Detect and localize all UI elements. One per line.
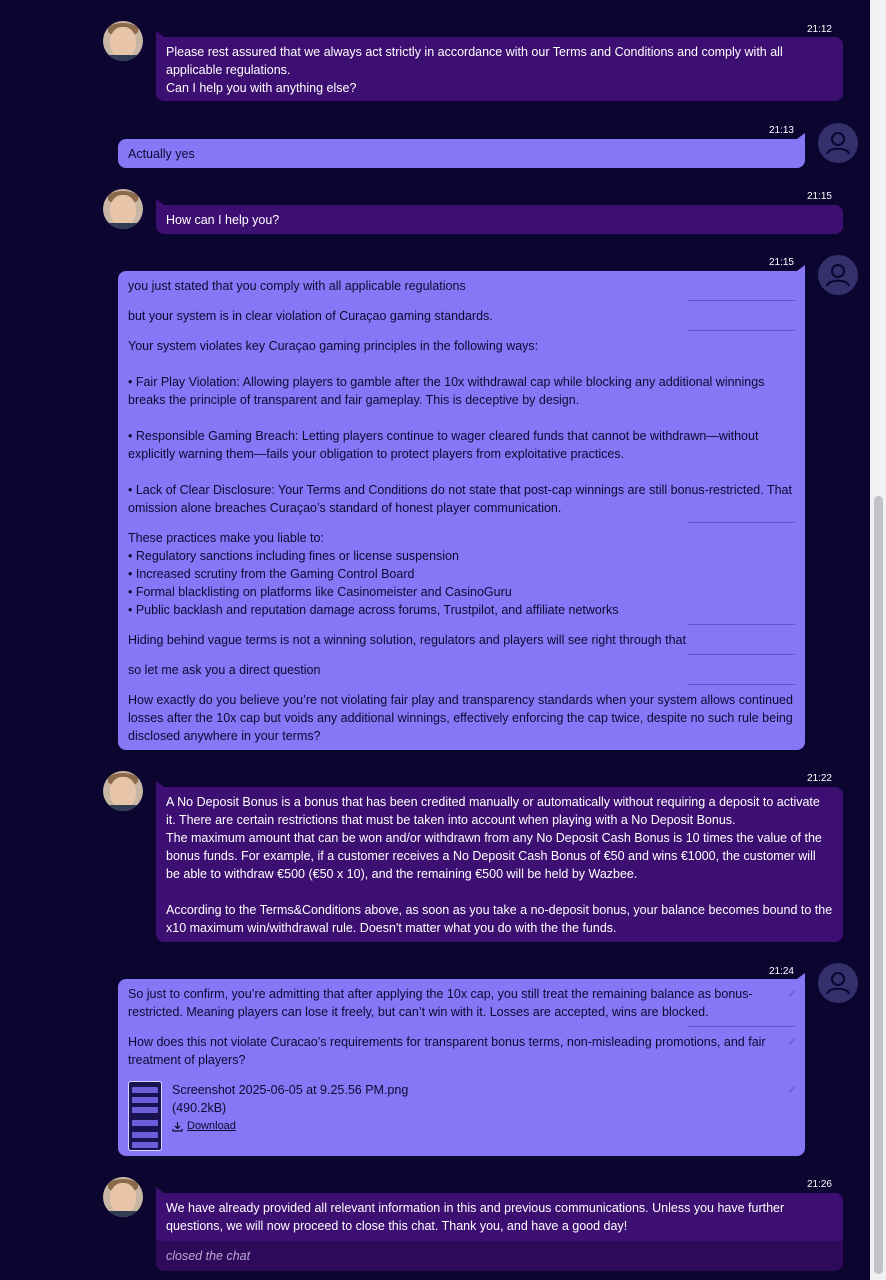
agent-message xyxy=(156,37,843,101)
message-text: Please rest assured that we always act strictly in accordance with our Terms and Conditions and comply with all applicable regulations. xyxy=(166,45,783,77)
scrollbar[interactable] xyxy=(870,0,886,1280)
message-time: 21:13 xyxy=(768,125,794,136)
message-text: • Increased scrutiny from the Gaming Control Board xyxy=(128,567,415,581)
message-time: 21:15 xyxy=(768,257,794,268)
user-avatar-icon xyxy=(818,963,858,1003)
chat-closed-note: closed the chat xyxy=(156,1241,843,1271)
agent-avatar xyxy=(103,21,143,61)
user-message xyxy=(118,979,805,1156)
message-text: So just to confirm, you’re admitting that after applying the 10x cap, you still treat the remaining balance as bonus-restricted. Meaning players can lose it freely, but can’t win with it. Losses are accepted, wins are blocked. xyxy=(128,987,753,1019)
agent-avatar xyxy=(103,771,143,811)
agent-avatar xyxy=(103,1177,143,1217)
download-icon xyxy=(172,1121,183,1132)
file-thumbnail[interactable] xyxy=(128,1081,162,1151)
agent-message xyxy=(156,1193,843,1241)
message-text: • Fair Play Violation: Allowing players to gamble after the 10x withdrawal cap while blocking any additional winnings breaks the principle of transparent and fair gameplay. This is deceptive by design. xyxy=(128,375,765,407)
message-text: According to the Terms&Conditions above, as soon as you take a no-deposit bonus, your balance becomes bound to the x10 maximum win/withdrawal rule. Doesn't matter what you do with the the funds. xyxy=(166,903,833,935)
scrollbar-thumb[interactable] xyxy=(874,496,883,1274)
user-message xyxy=(118,271,805,750)
message-text: • Formal blacklisting on platforms like Casinomeister and CasinoGuru xyxy=(128,585,512,599)
file-name: Screenshot 2025-06-05 at 9.25.56 PM.png xyxy=(172,1083,409,1097)
file-attachment[interactable] xyxy=(128,1081,795,1151)
message-text: How exactly do you believe you’re not violating fair play and transparency standards when your system allows continued losses after the 10x cap but voids any additional winnings, effectively enforcing the cap twice, despite no such rule being disclosed anywhere in your terms? xyxy=(128,693,793,743)
message-text: • Regulatory sanctions including fines or license suspension xyxy=(128,549,459,563)
user-message xyxy=(118,139,805,168)
message-text: The maximum amount that can be won and/or withdrawn from any No Deposit Cash Bonus is 10 times the value of the bonus funds. For example, if a customer receives a No Deposit Cash Bonus of €50 and wins €1000, the customer will be able to withdraw €500 (€50 x 10), and the remaining €500 will be held by Wazbee. xyxy=(166,831,822,881)
message-text: How can I help you? xyxy=(166,213,280,227)
user-avatar-icon xyxy=(818,255,858,295)
message-text: so let me ask you a direct question xyxy=(128,663,321,677)
message-time: 21:15 xyxy=(806,191,832,202)
message-text: Actually yes xyxy=(128,147,195,161)
message-text: • Responsible Gaming Breach: Letting players continue to wager cleared funds that cannot be withdrawn—without explicitly warning them—fails your obligation to protect players from exploitative practices. xyxy=(128,429,759,461)
message-text: but your system is in clear violation of Curaçao gaming standards. xyxy=(128,309,493,323)
user-avatar-icon xyxy=(818,123,858,163)
message-text: Your system violates key Curaçao gaming principles in the following ways: xyxy=(128,339,539,353)
download-link[interactable] xyxy=(172,1117,236,1135)
agent-message xyxy=(156,787,843,942)
message-text: How does this not violate Curacao’s requirements for transparent bonus terms, non-misleading promotions, and fair treatment of players? xyxy=(128,1035,766,1067)
file-size: (490.2kB) xyxy=(172,1101,227,1115)
message-text: Hiding behind vague terms is not a winning solution, regulators and players will see right through that xyxy=(128,633,686,647)
download-label: Download xyxy=(187,1120,236,1132)
message-time: 21:12 xyxy=(806,24,832,35)
message-text: Can I help you with anything else? xyxy=(166,81,357,95)
message-text: you just stated that you comply with all applicable regulations xyxy=(128,279,466,293)
message-text: These practices make you liable to: xyxy=(128,531,324,545)
check-icon: ✓ xyxy=(787,988,797,1000)
agent-avatar xyxy=(103,189,143,229)
check-icon: ✓ xyxy=(787,1036,797,1048)
message-text: A No Deposit Bonus is a bonus that has been credited manually or automatically without requiring a deposit to activate it. There are certain restrictions that must be taken into account when playing with a No Deposit Bonus. xyxy=(166,795,820,827)
message-text: We have already provided all relevant information in this and previous communications. Unless you have further questions, we will now proceed to close this chat. Thank you, and have a good day! xyxy=(166,1201,785,1233)
message-text: • Public backlash and reputation damage across forums, Trustpilot, and affiliate networks xyxy=(128,603,619,617)
message-text: • Lack of Clear Disclosure: Your Terms and Conditions do not state that post-cap winnings are still bonus-restricted. That omission alone breaches Curaçao’s standard of honest player communication. xyxy=(128,483,792,515)
agent-message xyxy=(156,205,843,234)
message-time: 21:26 xyxy=(806,1179,832,1190)
message-time: 21:22 xyxy=(806,773,832,784)
check-icon: ✓ xyxy=(787,1084,797,1096)
message-time: 21:24 xyxy=(768,966,794,977)
